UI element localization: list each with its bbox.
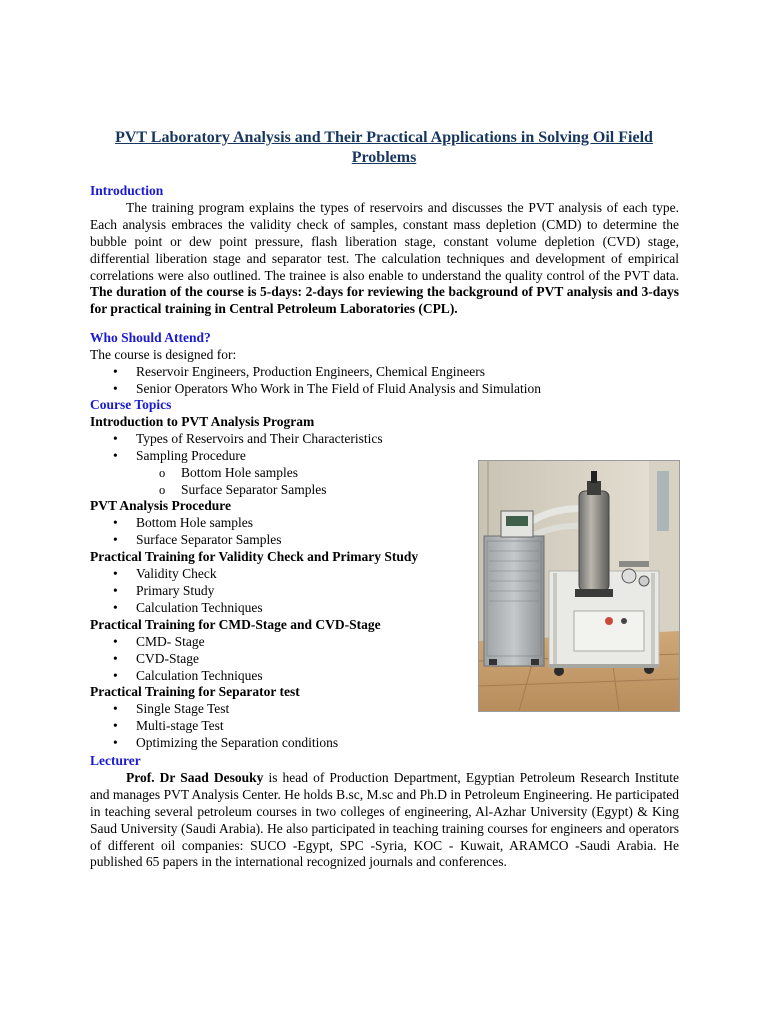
list-item: • Bottom Hole samples bbox=[90, 515, 679, 532]
introduction-paragraph bbox=[90, 200, 679, 318]
list-item: • Sampling Procedure bbox=[90, 448, 679, 465]
lecturer-paragraph bbox=[90, 770, 679, 871]
list-item: • CVD-Stage bbox=[90, 651, 679, 668]
attend-heading: Who Should Attend? bbox=[90, 330, 211, 345]
course-duration-text: The duration of the course is 5-days: 2-days for reviewing the background of PVT analysis and 3-days for practical training in Central Petroleum Laboratories (CPL). bbox=[90, 284, 679, 317]
list-item: • Senior Operators Who Work in The Field of Fluid Analysis and Simulation bbox=[90, 381, 679, 398]
list-item: • Validity Check bbox=[90, 566, 679, 583]
topics-heading: Course Topics bbox=[90, 397, 172, 412]
topic-group-title: PVT Analysis Procedure bbox=[90, 498, 232, 514]
list-item: • Types of Reservoirs and Their Characteristics bbox=[90, 431, 679, 448]
attend-intro: The course is designed for: bbox=[90, 346, 237, 362]
list-item: • Calculation Techniques bbox=[90, 600, 679, 617]
list-item: • Reservoir Engineers, Production Engineers, Chemical Engineers bbox=[90, 364, 679, 381]
document-title: PVT Laboratory Analysis and Their Practical Applications in Solving Oil Field Problems bbox=[115, 129, 653, 166]
sub-list-item: o Bottom Hole samples bbox=[90, 465, 679, 482]
list-item: • Optimizing the Separation conditions bbox=[90, 735, 679, 752]
list-item: • Primary Study bbox=[90, 583, 679, 600]
topic-group-title: Practical Training for Validity Check and Primary Study bbox=[90, 549, 419, 565]
list-item: • CMD- Stage bbox=[90, 634, 679, 651]
lecturer-section bbox=[90, 753, 679, 871]
list-item: • Single Stage Test bbox=[90, 701, 679, 718]
introduction-section bbox=[90, 183, 679, 318]
lecturer-name: Prof. Dr Saad Desouky bbox=[126, 769, 264, 785]
list-item: • Calculation Techniques bbox=[90, 668, 679, 685]
pvt-equipment-illustration bbox=[479, 461, 679, 711]
attend-section bbox=[90, 330, 679, 398]
lecturer-bio: is head of Production Department, Egyptian Petroleum Research Institute and manages PVT Analysis Center. He holds B.sc, M.sc and Ph.D in Petroleum Engineering. He participated in teaching several petroleum courses in two colleges of engineering, Al-Azhar University (Egypt) & King Saud University (Saudi Arabia). He also participated in teaching training courses for engineers and operators of different oil companies: SUCO -Egypt, SPC -Syria, KOC - Kuwait, ARAMCO -Saudi Arabia. He published 65 papers in the international recognized journals and conferences. bbox=[90, 769, 680, 870]
list-item: • Surface Separator Samples bbox=[90, 532, 679, 549]
topic-group-title: Introduction to PVT Analysis Program bbox=[90, 413, 315, 429]
list-item: • Multi-stage Test bbox=[90, 718, 679, 735]
attend-list bbox=[90, 364, 679, 398]
pvt-equipment-photo bbox=[478, 460, 680, 712]
lecturer-heading: Lecturer bbox=[90, 753, 141, 768]
topic-group-title: Practical Training for CMD-Stage and CVD-Stage bbox=[90, 616, 381, 632]
introduction-heading: Introduction bbox=[90, 183, 164, 198]
sub-list-item: o Surface Separator Samples bbox=[90, 482, 679, 499]
topic-group-title: Practical Training for Separator test bbox=[90, 684, 300, 700]
introduction-text: The training program explains the types of reservoirs and discusses the PVT analysis of each type. Each analysis embraces the validity check of samples, constant mass depletion (CMD) to determine the bubble point or dew point pressure, flash liberation stage, constant volume depletion (CVD) stage, differential liberation stage and separator test. The calculation techniques and development of empirical correlations were also outlined. The trainee is also enable to understand the quality control of the PVT data. bbox=[90, 199, 679, 283]
